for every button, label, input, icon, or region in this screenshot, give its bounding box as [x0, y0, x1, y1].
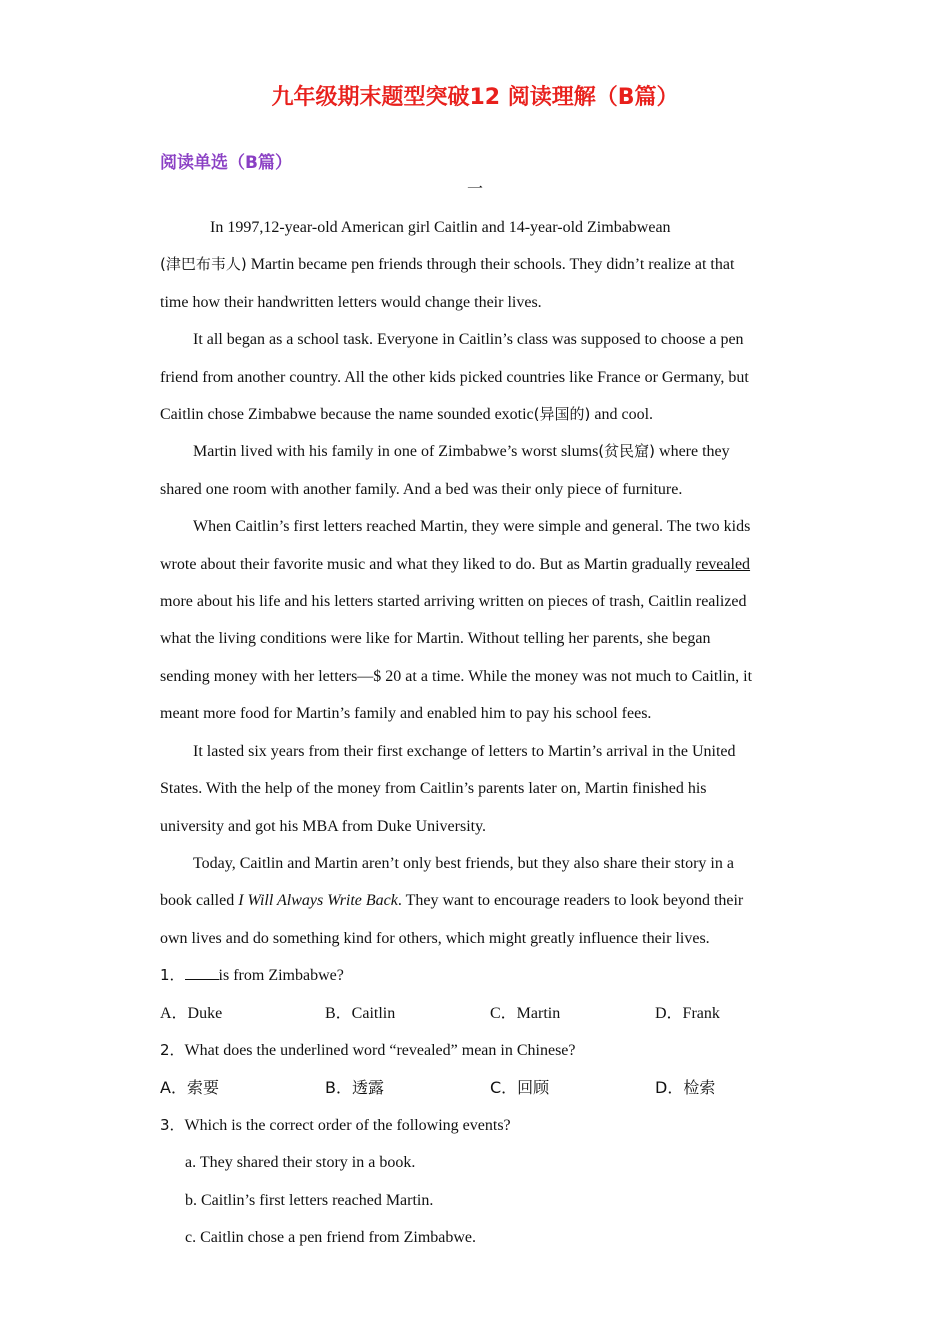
page-title: 九年级期末题型突破12 阅读理解（B篇） — [271, 85, 679, 110]
passage-paragraph-1 — [160, 209, 784, 246]
passage-line — [160, 882, 784, 919]
passage-text: Martin became pen friends through their schools. They didn’t realize at that — [246, 256, 735, 274]
passage-line: what the living conditions were like for Martin. Without telling her parents, she began — [160, 630, 711, 648]
passage-line: time how their handwritten letters would change their lives. — [160, 293, 542, 311]
question-number: 2． — [160, 1040, 185, 1059]
passage-paragraph-1-cont — [160, 246, 784, 321]
passage-line: more about his life and his letters started arriving written on pieces of trash, Caitlin realized — [160, 593, 747, 611]
option-c[interactable]: C．回顾 — [490, 1078, 550, 1098]
question-text: is from Zimbabwe? — [218, 967, 344, 985]
option-d[interactable]: D．检索 — [655, 1078, 716, 1098]
passage-paragraph-4-cont — [160, 546, 784, 733]
document-body — [160, 209, 784, 1256]
passage-paragraph-3-cont — [160, 471, 784, 508]
option-b[interactable]: B．Caitlin — [325, 1004, 396, 1022]
option-d[interactable]: D．Frank — [655, 1004, 720, 1022]
chinese-gloss: (贫民窟) — [598, 442, 656, 461]
passage-text: wrote about their favorite music and what they liked to do. But as Martin gradually — [160, 555, 696, 573]
passage-text: book called — [160, 892, 239, 910]
passage-line: meant more food for Martin’s family and enabled him to pay his school fees. — [160, 705, 652, 723]
question-2-options — [160, 1069, 784, 1106]
passage-text: and cool. — [590, 406, 654, 424]
option-a[interactable]: A．Duke — [160, 1004, 223, 1022]
question-1 — [160, 957, 784, 994]
question-text: Which is the correct order of the following events? — [184, 1116, 511, 1134]
underlined-word: revealed — [695, 555, 751, 573]
passage-text: where they — [655, 443, 730, 461]
section-title: 阅读单选（B篇） — [160, 153, 292, 173]
passage-paragraph-4 — [160, 508, 784, 545]
question-text: What does the underlined word “revealed” mean in Chinese? — [184, 1041, 576, 1059]
passage-line: States. With the help of the money from Caitlin’s parents later on, Martin finished his — [160, 780, 707, 798]
option-c[interactable]: C．Martin — [490, 1004, 561, 1022]
passage-text: Caitlin chose Zimbabwe because the name sounded exotic — [160, 406, 534, 424]
question-2 — [160, 1032, 784, 1069]
question-number: 1． — [160, 966, 185, 985]
chinese-gloss: (津巴布韦人) — [160, 255, 247, 274]
passage-line: own lives and do something kind for others, which might greatly influence their lives. — [160, 929, 710, 947]
part-number: 一 — [466, 181, 483, 198]
passage-line: In 1997,12-year-old American girl Caitlin and 14-year-old Zimbabwean — [210, 219, 671, 236]
event-item-b: b. Caitlin’s first letters reached Martin. — [185, 1191, 434, 1209]
passage-paragraph-6-cont — [160, 882, 784, 957]
answer-blank[interactable] — [185, 965, 219, 980]
passage-line: Today, Caitlin and Martin aren’t only best friends, but they also share their story in a — [193, 854, 734, 872]
passage-line: shared one room with another family. And a bed was their only piece of furniture. — [160, 480, 683, 498]
passage-line — [160, 546, 784, 583]
passage-paragraph-2 — [160, 321, 784, 358]
option-a[interactable]: A．索要 — [160, 1078, 219, 1098]
passage-paragraph-6 — [160, 845, 784, 882]
book-title: I Will Always Write Back — [238, 892, 398, 910]
passage-line: When Caitlin’s first letters reached Martin, they were simple and general. The two kids — [193, 518, 751, 536]
passage-text: . They want to encourage readers to look beyond their — [397, 892, 744, 910]
passage-paragraph-5 — [160, 733, 784, 770]
option-b[interactable]: B．透露 — [325, 1078, 384, 1098]
event-item-c: c. Caitlin chose a pen friend from Zimbabwe. — [185, 1228, 477, 1246]
chinese-gloss: (异国的) — [533, 405, 591, 424]
passage-line: university and got his MBA from Duke University. — [160, 817, 487, 835]
passage-line — [160, 246, 784, 283]
passage-text: Martin lived with his family in one of Zimbabwe’s worst slums — [193, 443, 599, 461]
passage-line: friend from another country. All the other kids picked countries like France or Germany, but — [160, 368, 749, 386]
passage-paragraph-3 — [160, 433, 784, 470]
passage-line — [160, 433, 784, 470]
question-3 — [160, 1107, 784, 1144]
passage-line: sending money with her letters—$ 20 at a time. While the money was not much to Caitlin, it — [160, 667, 753, 685]
passage-paragraph-5-cont — [160, 770, 784, 845]
question-number: 3． — [160, 1115, 185, 1134]
passage-line: It all began as a school task. Everyone in Caitlin’s class was supposed to choose a pen — [193, 331, 744, 349]
passage-line: It lasted six years from their first exchange of letters to Martin’s arrival in the United — [193, 742, 736, 760]
passage-paragraph-2-cont — [160, 359, 784, 434]
passage-line — [160, 396, 784, 433]
question-1-options — [160, 995, 784, 1032]
event-item-a: a. They shared their story in a book. — [185, 1154, 416, 1172]
